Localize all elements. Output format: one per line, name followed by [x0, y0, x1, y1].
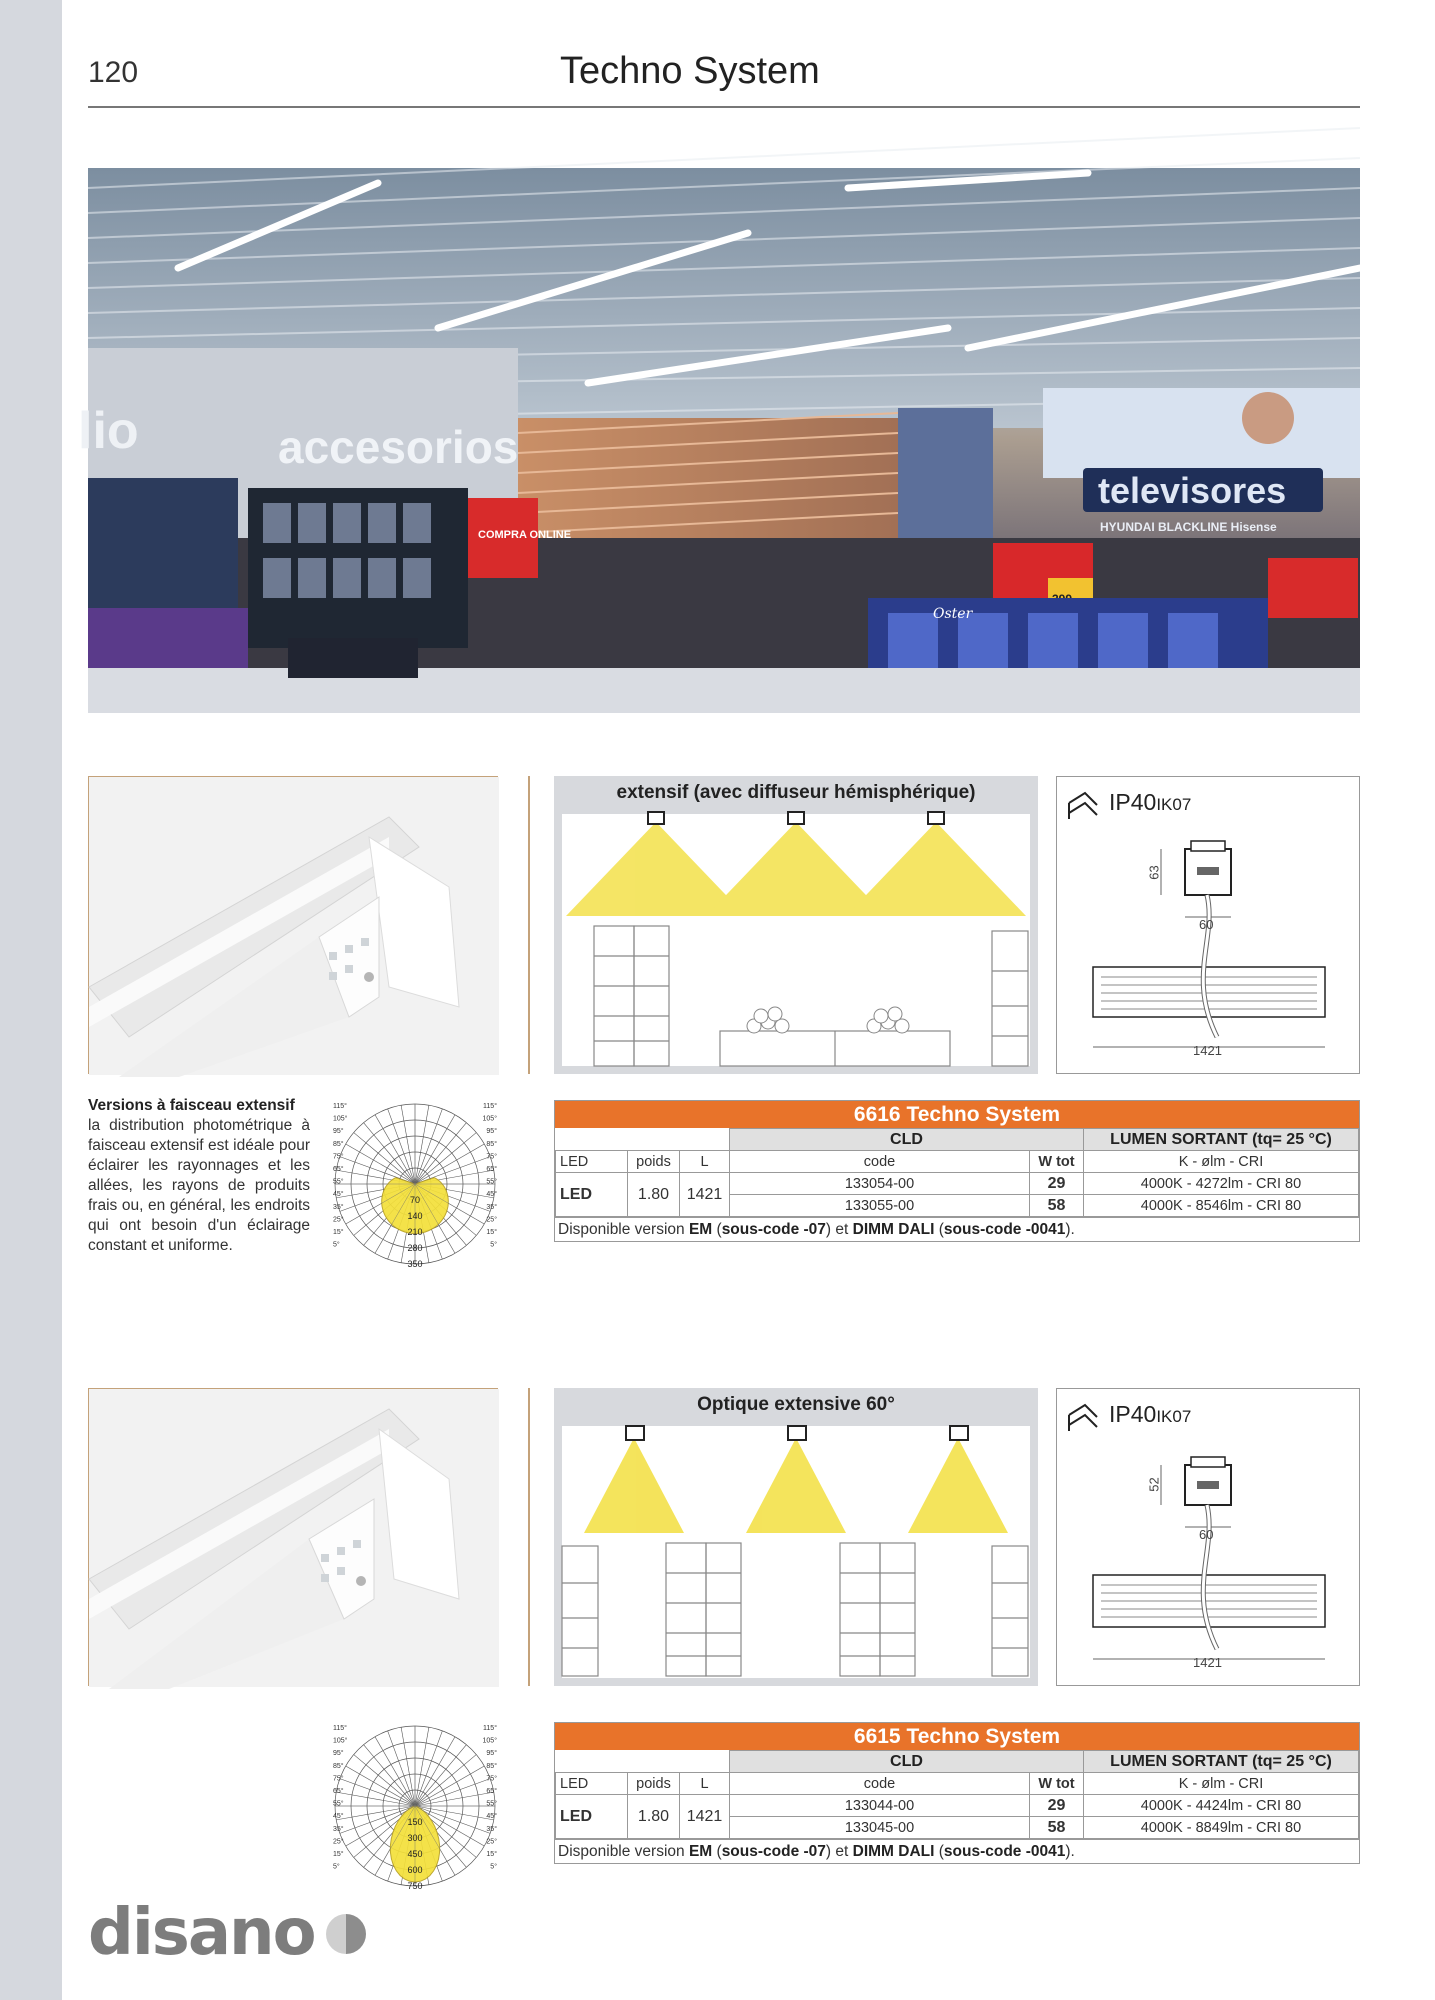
- polar-angle-label: 45°: [486, 1813, 497, 1821]
- polar-scale-label: 600: [407, 1865, 423, 1875]
- polar-angle-label: 5°: [333, 1241, 340, 1249]
- group-cld: CLD: [730, 1751, 1084, 1773]
- installation-diagram-extensive: [554, 776, 1038, 1074]
- product-photo-6615: [88, 1388, 498, 1686]
- polar-angle-label: 65°: [333, 1166, 344, 1173]
- polar-angle-label: 95°: [333, 1750, 344, 1758]
- polar-angle-label: 45°: [486, 1191, 497, 1199]
- code-cell: 133055-00: [730, 1195, 1030, 1217]
- lumen-cell: 4000K - 4272lm - CRI 80: [1084, 1173, 1359, 1195]
- col-wtot: W tot: [1030, 1151, 1084, 1173]
- compra-online-sign: COMPRA ONLINE: [478, 529, 572, 541]
- polar-angle-label: 65°: [486, 1788, 497, 1795]
- code-cell: 133045-00: [730, 1817, 1030, 1839]
- polar-scale-label: 350: [407, 1259, 423, 1269]
- spec-table-6616: [554, 1100, 1360, 1242]
- polar-angle-label: 15°: [333, 1851, 344, 1858]
- col-poids: poids: [628, 1151, 680, 1173]
- hero-store-photo: [78, 168, 1360, 713]
- group-lumen: LUMEN SORTANT (tq= 25 °C): [1084, 1129, 1359, 1151]
- left-margin-strip: [0, 0, 62, 2000]
- lumen-cell: 4000K - 8849lm - CRI 80: [1084, 1817, 1359, 1839]
- polar-angle-label: 25°: [486, 1216, 497, 1224]
- polar-angle-label: 25°: [333, 1838, 344, 1846]
- ip-rating: IP40IK07: [1109, 1401, 1192, 1427]
- polar-angle-label: 85°: [486, 1762, 497, 1770]
- col-led: LED: [556, 1773, 628, 1795]
- polar-angle-label: 75°: [486, 1153, 497, 1161]
- polar-angle-label: 15°: [333, 1229, 344, 1236]
- polar-angle-label: 35°: [486, 1825, 497, 1833]
- col-code: code: [730, 1773, 1030, 1795]
- polar-angle-label: 85°: [333, 1762, 344, 1770]
- polar-angle-label: 105°: [333, 1115, 348, 1123]
- group-cld: CLD: [730, 1129, 1084, 1151]
- page-title: Techno System: [560, 50, 820, 92]
- logo-circle-icon: [326, 1914, 366, 1954]
- polar-scale-label: 70: [409, 1195, 421, 1205]
- divider-line: [528, 776, 530, 1074]
- accesorios-sign: accesorios: [278, 421, 519, 473]
- polar-diagram-6615: [331, 1722, 499, 1890]
- polar-angle-label: 35°: [333, 1203, 344, 1211]
- spec-table-title: 6615 Techno System: [555, 1723, 1359, 1750]
- polar-angle-label: 115°: [333, 1725, 347, 1732]
- product-photo-6616: [88, 776, 498, 1074]
- wattage-cell: 29: [1030, 1173, 1084, 1195]
- polar-scale-label: 210: [407, 1227, 423, 1237]
- installation-title: Optique extensive 60°: [697, 1394, 895, 1415]
- polar-angle-label: 95°: [486, 1750, 497, 1758]
- wattage-cell: 29: [1030, 1795, 1084, 1817]
- feature-title: Versions à faisceau extensif: [88, 1097, 295, 1114]
- televisores-sign: televisores: [1098, 470, 1287, 511]
- polar-angle-label: 25°: [333, 1216, 344, 1224]
- polar-scale-label: 300: [407, 1833, 423, 1843]
- polar-angle-label: 75°: [486, 1775, 497, 1783]
- polar-angle-label: 85°: [333, 1140, 344, 1148]
- dim-height: 63: [1146, 865, 1162, 880]
- col-wtot: W tot: [1030, 1773, 1084, 1795]
- lumen-cell: 4000K - 4424lm - CRI 80: [1084, 1795, 1359, 1817]
- polar-angle-label: 65°: [486, 1166, 497, 1173]
- spec-table-6615: [554, 1722, 1360, 1864]
- col-kcri: K - ølm - CRI: [1084, 1151, 1359, 1173]
- dim-height: 52: [1146, 1477, 1162, 1492]
- polar-angle-label: 105°: [333, 1737, 348, 1745]
- polar-angle-label: 85°: [486, 1140, 497, 1148]
- dimension-drawing-6615: [1056, 1388, 1360, 1686]
- polar-scale-label: 750: [407, 1881, 423, 1891]
- polar-angle-label: 45°: [333, 1191, 344, 1199]
- ip-rating: IP40IK07: [1109, 789, 1192, 815]
- feature-text: la distribution photométrique à faisceau extensif est idéale pour éclairer les rayonnages et les allées, les rayons de produits frais ou, en général, les endroits qui ont besoin d'un éclairage constant et uniforme.: [88, 1117, 310, 1254]
- wattage-cell: 58: [1030, 1195, 1084, 1217]
- polar-angle-label: 5°: [333, 1863, 340, 1871]
- polar-angle-label: 45°: [333, 1813, 344, 1821]
- dim-length: 1421: [1193, 1043, 1222, 1058]
- polar-scale-label: 140: [407, 1211, 423, 1221]
- col-code: code: [730, 1151, 1030, 1173]
- polar-angle-label: 5°: [490, 1241, 497, 1249]
- polar-angle-label: 105°: [482, 1115, 497, 1123]
- dimension-drawing-6616: [1056, 776, 1360, 1074]
- polar-angle-label: 55°: [486, 1800, 497, 1808]
- polar-angle-label: 75°: [333, 1775, 344, 1783]
- installation-title: extensif (avec diffuseur hémisphérique): [616, 782, 976, 803]
- lumen-cell: 4000K - 8546lm - CRI 80: [1084, 1195, 1359, 1217]
- polar-angle-label: 55°: [486, 1178, 497, 1186]
- oster-sign: Oster: [933, 606, 973, 622]
- dim-width: 60: [1199, 1527, 1214, 1542]
- dim-width: 60: [1199, 917, 1214, 932]
- disano-logo: disano: [88, 1902, 388, 1962]
- polar-angle-label: 35°: [486, 1203, 497, 1211]
- table-row: LED 1.80 1421 133054-00 29 4000K - 4272lm - CRI 80: [556, 1173, 1359, 1195]
- code-cell: 133044-00: [730, 1795, 1030, 1817]
- polar-angle-label: 25°: [486, 1838, 497, 1846]
- col-kcri: K - ølm - CRI: [1084, 1773, 1359, 1795]
- polar-angle-label: 105°: [482, 1737, 497, 1745]
- polar-scale-label: 280: [407, 1243, 423, 1253]
- polar-angle-label: 55°: [333, 1178, 344, 1186]
- col-l: L: [680, 1773, 730, 1795]
- col-led: LED: [556, 1151, 628, 1173]
- polar-scale-label: 150: [407, 1817, 423, 1827]
- polar-angle-label: 15°: [486, 1851, 497, 1858]
- availability-note: Disponible version EM (sous-code -07) et DIMM DALI (sous-code -0041).: [555, 1217, 1359, 1241]
- availability-note: Disponible version EM (sous-code -07) et DIMM DALI (sous-code -0041).: [555, 1839, 1359, 1863]
- polar-angle-label: 75°: [333, 1153, 344, 1161]
- polar-angle-label: 35°: [333, 1825, 344, 1833]
- brands-strip: HYUNDAI BLACKLINE Hisense: [1100, 520, 1277, 534]
- polar-angle-label: 115°: [483, 1725, 497, 1732]
- group-lumen: LUMEN SORTANT (tq= 25 °C): [1084, 1751, 1359, 1773]
- svg-text:lio: lio: [78, 402, 139, 460]
- code-cell: 133054-00: [730, 1173, 1030, 1195]
- dim-length: 1421: [1193, 1655, 1222, 1670]
- divider-line: [528, 1388, 530, 1686]
- polar-angle-label: 65°: [333, 1788, 344, 1795]
- polar-angle-label: 115°: [483, 1103, 497, 1110]
- header-rule: [88, 106, 1360, 108]
- polar-scale-label: 450: [407, 1849, 423, 1859]
- polar-angle-label: 115°: [333, 1103, 347, 1110]
- polar-angle-label: 55°: [333, 1800, 344, 1808]
- polar-angle-label: 15°: [486, 1229, 497, 1236]
- spec-table-title: 6616 Techno System: [555, 1101, 1359, 1128]
- polar-angle-label: 5°: [490, 1863, 497, 1871]
- col-l: L: [680, 1151, 730, 1173]
- page-number: 120: [88, 56, 139, 89]
- col-poids: poids: [628, 1773, 680, 1795]
- installation-diagram-60deg: [554, 1388, 1038, 1686]
- polar-angle-label: 95°: [333, 1128, 344, 1136]
- wattage-cell: 58: [1030, 1817, 1084, 1839]
- polar-diagram-6616: [331, 1100, 499, 1268]
- table-row: LED 1.80 1421 133044-00 29 4000K - 4424lm - CRI 80: [556, 1795, 1359, 1817]
- feature-description: [88, 1096, 310, 1256]
- polar-angle-label: 95°: [486, 1128, 497, 1136]
